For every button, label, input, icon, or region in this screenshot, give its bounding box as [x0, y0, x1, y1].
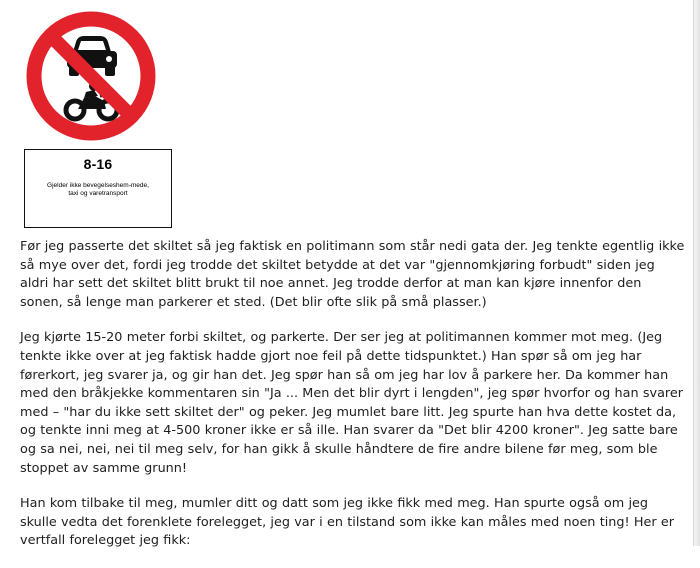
article-paragraph: Før jeg passerte det skiltet så jeg faktisk en politimann som står nedi gata der. Jeg tenkte egentlig ikke så mye over det, fordi jeg trodde det skiltet betydde at det var "gjennomkjøring forbudt" siden jeg aldri har sett det skiltet blitt brukt til noe annet. Jeg trodde derfor at man kan kjøre innenfor den sonen, så lenge man parkerer et sted. (Det blir ofte slik på små plasser.) [20, 239, 685, 310]
no-motor-vehicles-sign-icon [20, 8, 180, 148]
sign-plate [24, 149, 172, 228]
sign-plate-text: Gjelder ikke bevegelseshem-mede, taxi og varetransport [47, 182, 149, 197]
article-paragraph: Jeg kjørte 15-20 meter forbi skiltet, og parkerte. Der ser jeg at politimannen kommer mot meg. (Jeg tenkte ikke over at jeg faktisk hadde gjort noe feil på dette tidspunktet.) Han spør så om jeg har førerkort, jeg svarer ja, og gir han det. Jeg spør han så om jeg har lov å parkere her. Da kommer han med den bråkjekke kommentaren sin "Ja ... Men det blir dyrt i lengden", jeg spør hvorfor og han svarer med – "har du ikke sett skiltet der" og peker. Jeg mumlet bare litt. Jeg spurte han hva dette kostet da, og tenkte inni meg at 4-500 kroner ikke er så ille. Han svarer da "Det blir 4200 kroner". Jeg satte bare og sa nei, nei, nei til meg selv, for han gikk å skulle håndtere de fire andre bilene før meg, som ble stoppet av samme grunn! [20, 330, 684, 476]
article-body [20, 238, 686, 568]
traffic-sign-figure [20, 8, 180, 223]
article-paragraph: Han kom tilbake til meg, mumler ditt og datt som jeg ikke fikk med meg. Han spurte også om jeg skulle vedta det forenklete forelegget, jeg var i en tilstand som ikke kan måles med noen ting! Her er vertfall forelegget jeg fikk: [20, 496, 675, 549]
sign-plate-number: 8-16 [83, 156, 113, 172]
page-right-edge [693, 0, 700, 546]
